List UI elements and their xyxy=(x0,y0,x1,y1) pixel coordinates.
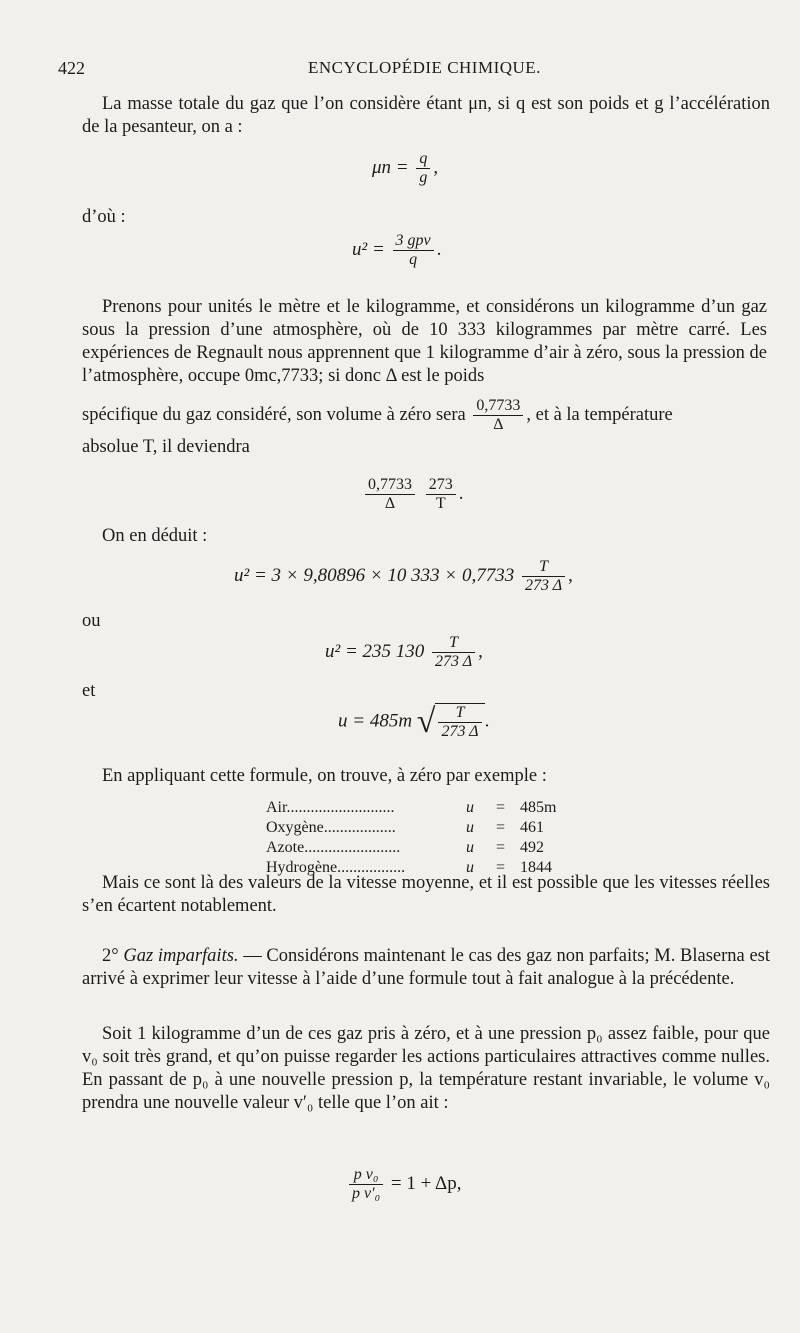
eq6-lhs: u = 485m xyxy=(338,710,413,732)
volume-numerator: 0,7733 xyxy=(473,397,523,416)
equation-u: u = 485m √ $\frac{T}{273 \Delta}$ . xyxy=(338,703,490,740)
gas-name: Oxygène.................. xyxy=(266,819,396,836)
eq3-fraction-b xyxy=(426,476,456,513)
eq3-numerator-b: 273 xyxy=(426,476,456,495)
eq4-denominator: 273 Δ xyxy=(524,577,563,594)
equation-u-squared-full: u² = 3 × 9,80896 × 10 333 × 0,7733 $\frac{T}{273 \Delta}$ , xyxy=(234,558,573,594)
gas-value: 1844 xyxy=(520,859,552,876)
paragraph-et: et xyxy=(82,681,96,701)
eq7-numerator: p v₀ xyxy=(349,1166,383,1185)
paragraph-mass: La masse totale du gaz que l’on considère étant μn, si q est son poids et g l’accélération de la pesanteur, on a : xyxy=(82,94,770,137)
table-row: Hydrogène................. u = 1844 xyxy=(266,858,556,878)
page-number: 422 xyxy=(58,58,85,78)
volume-line-tail: , et à la température xyxy=(526,404,673,425)
section-number: 2° xyxy=(102,946,119,966)
eq5-lhs: u² = 235 130 xyxy=(325,640,425,662)
eq4-lhs: u² = 3 × 9,80896 × 10 333 × 0,7733 xyxy=(234,564,515,586)
paragraph-imperfect-gases xyxy=(82,945,770,991)
eq4-numerator: T xyxy=(522,558,565,577)
eq3-denominator-a: Δ xyxy=(384,495,396,512)
gas-velocity-table xyxy=(266,798,556,878)
gas-symbol: u xyxy=(466,839,474,856)
page-header xyxy=(58,58,760,82)
gas-symbol: u xyxy=(466,859,474,876)
gas-value: 461 xyxy=(520,819,544,836)
paragraph-applying: En appliquant cette formule, on trouve, à zéro par exemple : xyxy=(102,766,547,786)
volume-denominator: Δ xyxy=(493,416,504,433)
volume-line-text: spécifique du gaz considéré, son volume à zéro sera xyxy=(82,404,466,425)
eq7-denominator: p v′₀ xyxy=(352,1185,381,1202)
gas-name: Azote........................ xyxy=(266,839,401,856)
table-row: Azote........................ u = 492 xyxy=(266,838,556,858)
eq1-lhs: μn = xyxy=(372,156,409,178)
paragraph-volume-line xyxy=(82,397,770,433)
eq1-numerator: q xyxy=(416,150,430,169)
eq2-lhs: u² = xyxy=(352,238,385,260)
table-row: Oxygène.................. u = 461 xyxy=(266,818,556,838)
eq1-fraction xyxy=(416,150,430,187)
gas-symbol: u xyxy=(466,819,474,836)
paragraph-kilogram-gas: Soit 1 kilogramme d’un de ces gaz pris à zéro, et à une pression p₀ assez faible, pour que v₀ soit très grand, et qu’on puisse regarder les actions particulaires attractives comme nulles. En passant de p₀ à une nouvelle pression p, la température restant invariable, le volume v₀ prendra une nouvelle valeur v′₀ telle que l’on ait : xyxy=(82,1024,770,1113)
equation-pressure-ratio xyxy=(346,1166,462,1203)
square-root xyxy=(417,703,485,741)
gas-value: 492 xyxy=(520,839,544,856)
paragraph-absolute: absolue T, il deviendra xyxy=(82,437,250,457)
section-title: Gaz imparfaits. xyxy=(123,946,239,966)
eq3-numerator-a: 0,7733 xyxy=(365,476,415,495)
eq3-fraction-a xyxy=(365,476,415,513)
eq3-denominator-b: T xyxy=(435,495,446,512)
eq7-fraction xyxy=(349,1166,383,1203)
paragraph-ou: ou xyxy=(82,611,101,631)
gas-symbol: u xyxy=(466,799,474,816)
eq2-fraction xyxy=(393,232,434,269)
eq5-numerator: T xyxy=(432,634,475,653)
equation-volume-temperature: $\frac{0,7733}{\Delta}$ $\frac{273}{T}$ . xyxy=(362,476,464,513)
paragraph-mean-velocity: Mais ce sont là des valeurs de la vitesse moyenne, et il est possible que les vitesses réelles s’en écartent notablement. xyxy=(82,873,770,916)
equation-u-squared: u² = $\frac{\text{3 gpv}}{q}$ . xyxy=(352,232,442,268)
eq5-fraction xyxy=(432,634,475,671)
equation-u-squared-simplified: u² = 235 130 $\frac{T}{273 \Delta}$ , xyxy=(325,634,483,670)
eq6-fraction xyxy=(438,704,481,741)
gas-value: 485m xyxy=(520,799,557,816)
paragraph-units: Prenons pour unités le mètre et le kilogramme, et considérons un kilogramme d’un gaz sous la pression d’une atmosphère, où de 10 333 kilogrammes par mètre carré. Les expériences de Regnault nous apprennent que 1 kilogramme d’air à zéro, sous la pression de l’atmosphère, occupe 0mc,7733; si donc Δ est le poids xyxy=(82,297,767,386)
eq4-fraction xyxy=(522,558,565,595)
eq6-numerator: T xyxy=(438,704,481,723)
running-head: ENCYCLOPÉDIE CHIMIQUE. xyxy=(308,58,541,77)
volume-fraction xyxy=(473,397,523,434)
section-body: — Considérons maintenant le cas des gaz non parfaits; M. Blaserna est arrivé à exprimer leur vitesse à l’aide d’une formule tout à fait analogue à la précédente. xyxy=(82,946,770,989)
eq2-denominator: q xyxy=(409,251,418,268)
eq7-rhs: = 1 + Δp, xyxy=(390,1172,462,1194)
eq6-denominator: 273 Δ xyxy=(441,723,479,740)
equation-mass: μn = $\frac{q}{g}$ , xyxy=(372,150,439,186)
gas-name: Hydrogène................. xyxy=(266,859,406,876)
table-row: Air........................... u = 485m xyxy=(266,799,557,816)
eq5-denominator: 273 Δ xyxy=(435,653,473,670)
eq1-denominator: g xyxy=(419,169,428,186)
gas-name: Air........................... xyxy=(266,799,395,816)
paragraph-dou: d’où : xyxy=(82,207,126,227)
radical-sign: √ xyxy=(416,703,436,740)
eq2-numerator: 3 gpv xyxy=(393,232,434,251)
paragraph-deduce: On en déduit : xyxy=(102,526,208,546)
